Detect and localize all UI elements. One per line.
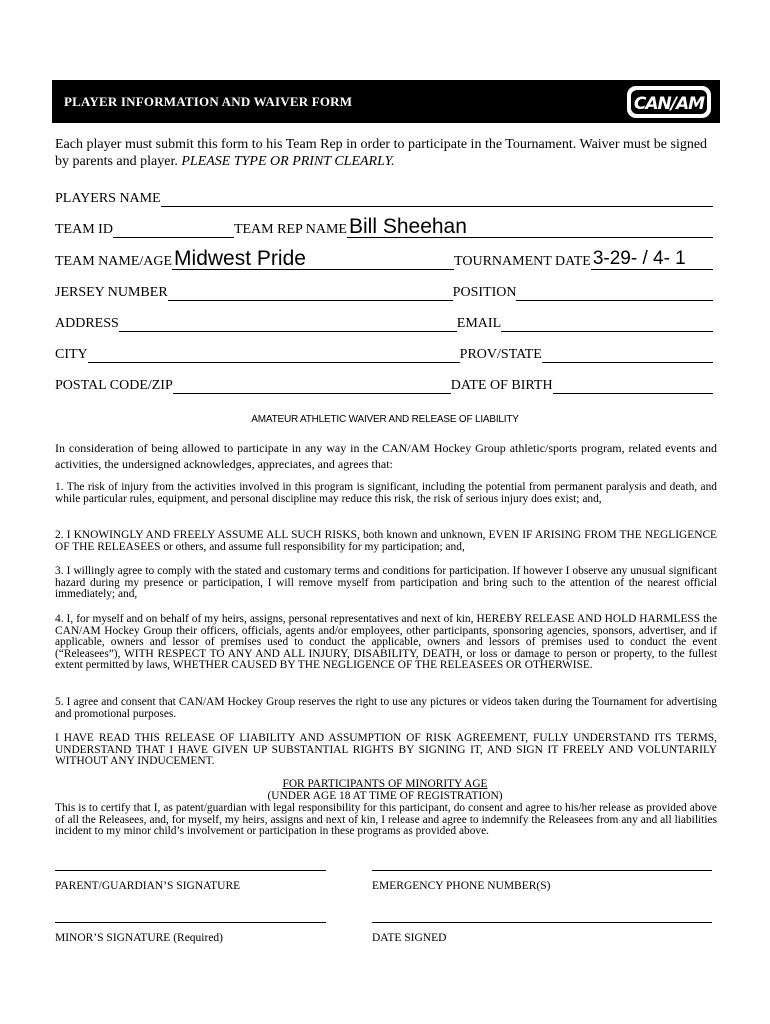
form-header-bar — [52, 80, 720, 123]
players-name-label: PLAYERS NAME — [55, 191, 161, 206]
minority-heading: FOR PARTICIPANTS OF MINORITY AGE — [282, 778, 488, 790]
postal-code-field[interactable] — [173, 377, 451, 394]
position-field[interactable] — [516, 284, 713, 301]
waiver-title: AMATEUR ATHLETIC WAIVER AND RELEASE OF LIABILITY — [251, 414, 519, 425]
team-id-label: TEAM ID — [55, 222, 113, 237]
minority-subheading: (UNDER AGE 18 AT TIME OF REGISTRATION) — [267, 790, 503, 802]
team-row — [55, 215, 713, 238]
postal-row — [55, 374, 713, 394]
intro-emphasis: PLEASE TYPE OR PRINT CLEARLY. — [181, 154, 395, 169]
waiver-declaration: I HAVE READ THIS RELEASE OF LIABILITY AND ASSUMPTION OF RISK AGREEMENT, FULLY UNDERSTAND ITS TERMS, UNDERSTAND THAT I HAVE GIVEN UP SUBSTANTIAL RIGHTS BY SIGNING IT, AND SIGN IT FREELY AND VOLUNTARILY WITHOUT ANY INDUCEMENT. — [55, 732, 717, 767]
email-label: EMAIL — [456, 316, 502, 331]
date-signed-label: DATE SIGNED — [372, 932, 447, 944]
address-label: ADDRESS — [55, 316, 119, 331]
waiver-clause-2: 2. I KNOWINGLY AND FREELY ASSUME ALL SUCH RISKS, both known and unknown, EVEN IF ARISING FROM THE NEGLIGENCE OF THE RELEASEES or others, and assume full responsibility for my participation; and, — [55, 529, 717, 553]
players-name-field[interactable] — [161, 190, 713, 207]
team-id-field[interactable] — [113, 221, 234, 238]
city-field[interactable] — [88, 346, 460, 363]
postal-code-label: POSTAL CODE/ZIP — [55, 378, 173, 393]
city-label: CITY — [55, 347, 88, 362]
position-label: POSITION — [452, 285, 517, 300]
svg-text:CAN/AM: CAN/AM — [633, 94, 705, 114]
team-name-row — [55, 247, 713, 270]
tournament-date-field[interactable] — [591, 248, 713, 270]
city-row — [55, 343, 713, 363]
team-rep-name-label: TEAM REP NAME — [233, 222, 347, 237]
waiver-clause-5: 5. I agree and consent that CAN/AM Hockey Group reserves the right to use any pictures or videos taken during the Tournament for advertising and promotional purposes. — [55, 696, 717, 720]
minor-signature-line[interactable] — [55, 922, 326, 923]
waiver-clause-1: 1. The risk of injury from the activities involved in this program is significant, including the potential from permanent paralysis and death, and while particular rules, equipment, and personal discipline may reduce this risk, the risk of serious injury does exist; and, — [55, 481, 717, 505]
intro-paragraph — [55, 136, 717, 170]
waiver-clause-3: 3. I willingly agree to comply with the stated and customary terms and conditions for participation. If however I observe any unusual significant hazard during my presence or participation, I will remove myself from participation and bring such to the attention of the nearest official immediately; and, — [55, 565, 717, 600]
canam-logo — [626, 85, 712, 119]
emergency-phone-label: EMERGENCY PHONE NUMBER(S) — [372, 880, 551, 892]
waiver-intro: In consideration of being allowed to participate in any way in the CAN/AM Hockey Group athletic/sports program, related events and activities, the undersigned acknowledges, appreciates, and agrees that: — [55, 441, 717, 471]
team-rep-name-field[interactable] — [347, 215, 713, 238]
minor-signature-label: MINOR’S SIGNATURE (Required) — [55, 932, 224, 944]
emergency-phone-line[interactable] — [372, 870, 712, 871]
minority-text: This is to certify that I, as patent/guardian with legal responsibility for this participant, do consent and agree to his/her release as provided above of all the Releasees, and, for myself, my heirs, assigns and next of kin, I release and agree to indemnify the Releasees from any and all liabilities incident to my minor child’s involvement or participation in these programs as provided above. — [55, 802, 717, 837]
team-name-age-field[interactable] — [172, 247, 454, 270]
address-row — [55, 312, 713, 332]
date-signed-line[interactable] — [372, 922, 712, 923]
jersey-number-label: JERSEY NUMBER — [55, 285, 168, 300]
parent-signature-line[interactable] — [55, 870, 326, 871]
team-name-age-label: TEAM NAME/AGE — [55, 254, 173, 269]
tournament-date-label: TOURNAMENT DATE — [454, 254, 591, 269]
jersey-number-field[interactable] — [168, 284, 453, 301]
players-name-row — [55, 187, 713, 207]
team-name-age-value: Midwest Pride — [174, 247, 306, 270]
email-field[interactable] — [501, 315, 713, 332]
jersey-row — [55, 281, 713, 301]
date-of-birth-field[interactable] — [553, 377, 713, 394]
date-of-birth-label: DATE OF BIRTH — [450, 378, 553, 393]
prov-state-field[interactable] — [542, 346, 713, 363]
address-field[interactable] — [119, 315, 457, 332]
prov-state-label: PROV/STATE — [459, 347, 542, 362]
parent-signature-label: PARENT/GUARDIAN’S SIGNATURE — [55, 880, 241, 892]
waiver-clause-4: 4. I, for myself and on behalf of my heirs, assigns, personal representatives and next of kin, HEREBY RELEASE AND HOLD HARMLESS the CAN/AM Hockey Group their officers, officials, agents and/or employees, other participants, sponsoring agencies, sponsors, advertiser, and if applicable, owners and lessor of premises used to conduct the applicable, owners and lessors of premises used to conduct the event (“Releasees”), WITH RESPECT TO ANY AND ALL INJURY, DISABILITY, DEATH, or loss or damage to person or property, to the fullest extent permitted by laws, WHETHER CAUSED BY THE NEGLIGENCE OF THE RELEASEES OR OTHERWISE. — [55, 613, 717, 671]
tournament-date-value: 3-29- / 4- 1 — [592, 248, 686, 269]
intro-text: Each player must submit this form to his Team Rep in order to participate in the Tournament. Waiver must be signed by parents and player. — [55, 137, 708, 169]
form-title: PLAYER INFORMATION AND WAIVER FORM — [64, 94, 353, 109]
team-rep-name-value: Bill Sheehan — [348, 215, 467, 238]
